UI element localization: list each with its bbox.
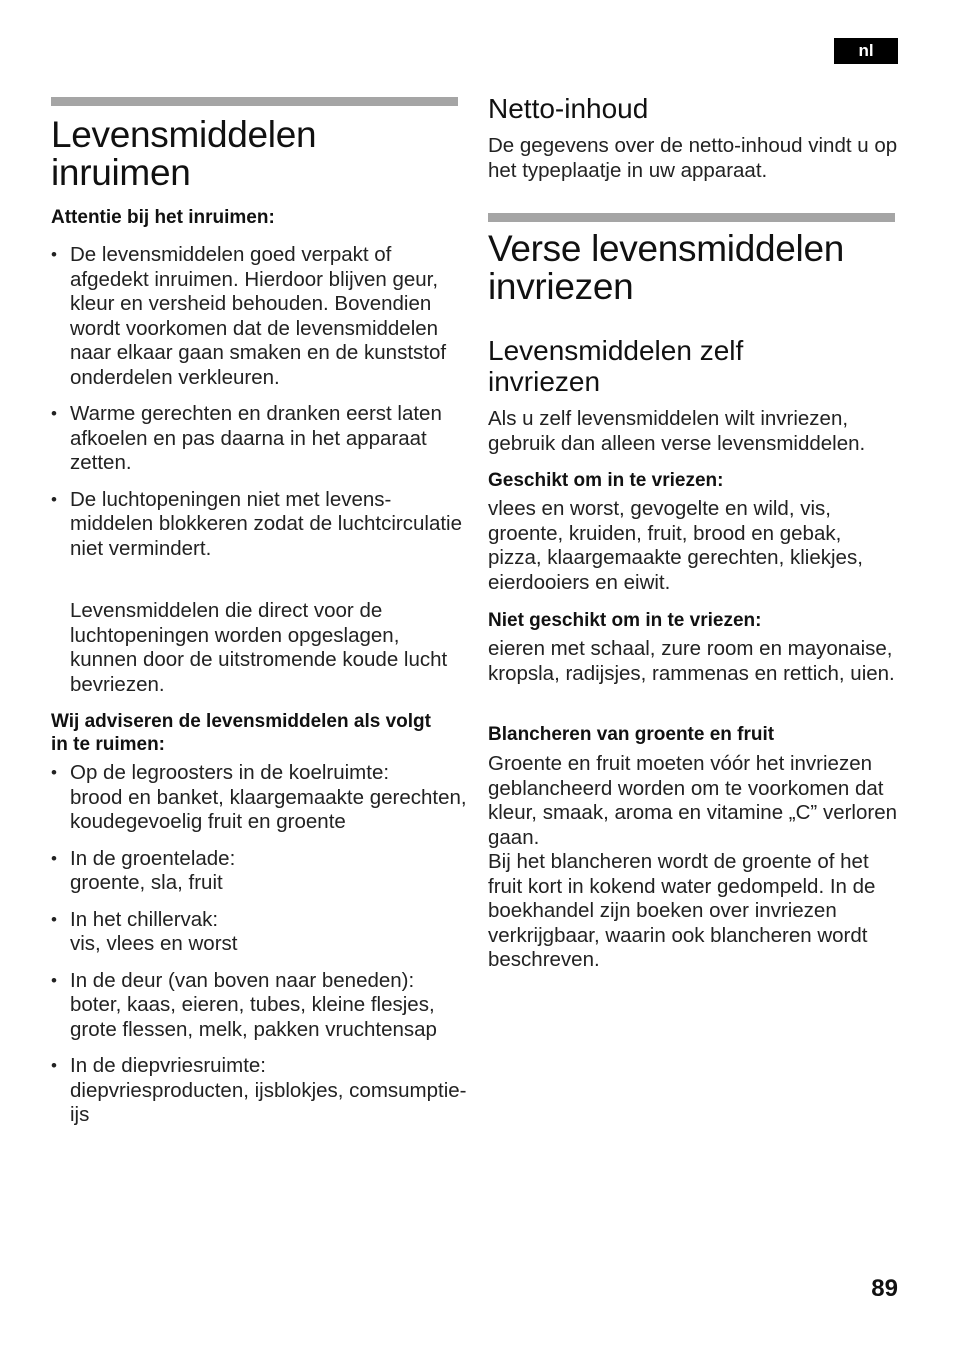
netto-text: De gegevens over de netto-inhoud vindt u op het typeplaatje in uw apparaat. xyxy=(488,134,898,182)
list-item xyxy=(51,969,471,1043)
section-title-inruimen xyxy=(51,116,461,192)
title-line: Levensmiddelen xyxy=(51,114,317,155)
netto-heading: Netto-inhoud xyxy=(488,93,649,124)
unsuitable-text: eieren met schaal, zure room en mayonaise, kropsla, radijsjes, rammenas en rettich, uien. xyxy=(488,637,895,685)
bullet-icon: • xyxy=(51,909,57,929)
title-line: Verse levensmiddelen xyxy=(488,228,844,269)
heading-line: Levensmiddelen zelf xyxy=(488,335,744,366)
section-rule xyxy=(51,97,458,106)
list-item-text: Warme gerechten en dranken eerst laten afkoelen en pas daarna in het apparaat zetten. xyxy=(70,402,442,474)
suitable-heading: Geschikt om in te vriezen: xyxy=(488,470,724,491)
bullet-icon: • xyxy=(51,848,57,868)
storage-items: diepvriesproducten, ijsblokjes, comsumptie-ijs xyxy=(70,1078,467,1126)
section-title-invriezen xyxy=(488,230,900,306)
attention-list xyxy=(51,243,471,573)
list-item-text: De levensmiddelen goed verpakt of afgedekt inruimen. Hierdoor blijven geur, kleur en versheid behouden. Bovendien wordt voorkomen dat de levensmiddelen naar elkaar gaan smaken en de kunststof onderdelen verkleuren. xyxy=(70,243,447,389)
bullet-icon: • xyxy=(51,489,57,509)
storage-items: brood en banket, klaargemaakte gerechten, koudegevoelig fruit en groente xyxy=(70,785,467,833)
storage-place: In de deur (van boven naar beneden): xyxy=(70,968,415,992)
unsuitable-heading: Niet geschikt om in te vriezen: xyxy=(488,610,762,631)
list-item xyxy=(51,908,471,957)
list-item xyxy=(51,847,471,896)
bullet-icon: • xyxy=(51,763,57,782)
heading-line: invriezen xyxy=(488,366,601,397)
storage-place: In de diepvriesruimte: xyxy=(70,1054,266,1077)
blanch-heading: Blancheren van groente en fruit xyxy=(488,724,775,745)
language-badge: nl xyxy=(834,38,898,64)
advice-list xyxy=(51,761,471,1140)
blanch-paragraph: Groente en fruit moeten vóór het invriezen geblancheerd worden om te voorkomen dat kleur, smaak, aroma en vitamine „C” verloren gaan. xyxy=(488,752,898,849)
list-item xyxy=(51,1054,471,1128)
storage-place: In de groentelade: xyxy=(70,846,236,870)
storage-items: vis, vlees en worst xyxy=(70,932,238,955)
list-item xyxy=(51,402,471,476)
self-freeze-heading xyxy=(488,335,743,397)
list-item xyxy=(51,243,471,390)
bullet-icon: • xyxy=(51,1056,57,1075)
attention-heading: Attentie bij het inruimen: xyxy=(51,207,275,228)
bullet-icon: • xyxy=(51,245,57,264)
suitable-text: vlees en worst, gevogelte en wild, vis, groente, kruiden, fruit, brood en gebak, pizza, klaargemaakte gerechten, kliekjes, eierdooiers en eiwit. xyxy=(488,497,863,594)
section-rule xyxy=(488,213,895,222)
storage-items: groente, sla, fruit xyxy=(70,871,223,894)
blanch-text xyxy=(488,752,900,973)
bullet-icon: • xyxy=(51,970,57,990)
list-item xyxy=(51,761,471,835)
attention-note: Levensmiddelen die direct voor de luchtopeningen worden opgeslagen, kunnen door de uitstromende koude lucht bevriezen. xyxy=(70,599,448,696)
self-freeze-text: Als u zelf levensmiddelen wilt invriezen, gebruik dan alleen verse levensmiddelen. xyxy=(488,407,866,455)
list-item-text: De luchtopeningen niet met levens-middelen blokkeren zodat de luchtcirculatie niet vermindert. xyxy=(70,487,463,560)
list-item xyxy=(51,488,471,562)
blanch-paragraph: Bij het blancheren wordt de groente of het fruit kort in kokend water gedompeld. In de boekhandel zijn boeken over invriezen verkrijgbaar, waarin ook blancheren wordt beschreven. xyxy=(488,850,876,971)
bullet-icon: • xyxy=(51,404,57,423)
page-number: 89 xyxy=(871,1275,898,1302)
advice-heading: Wij adviseren de levensmiddelen als volgt in te ruimen: xyxy=(51,711,431,755)
storage-items: boter, kaas, eieren, tubes, kleine flesjes, grote flessen, melk, pakken vruchtensap xyxy=(70,993,437,1041)
title-line: inruimen xyxy=(51,152,191,193)
storage-place: Op de legroosters in de koelruimte: xyxy=(70,761,390,784)
title-line: invriezen xyxy=(488,266,634,307)
storage-place: In het chillervak: xyxy=(70,907,219,931)
